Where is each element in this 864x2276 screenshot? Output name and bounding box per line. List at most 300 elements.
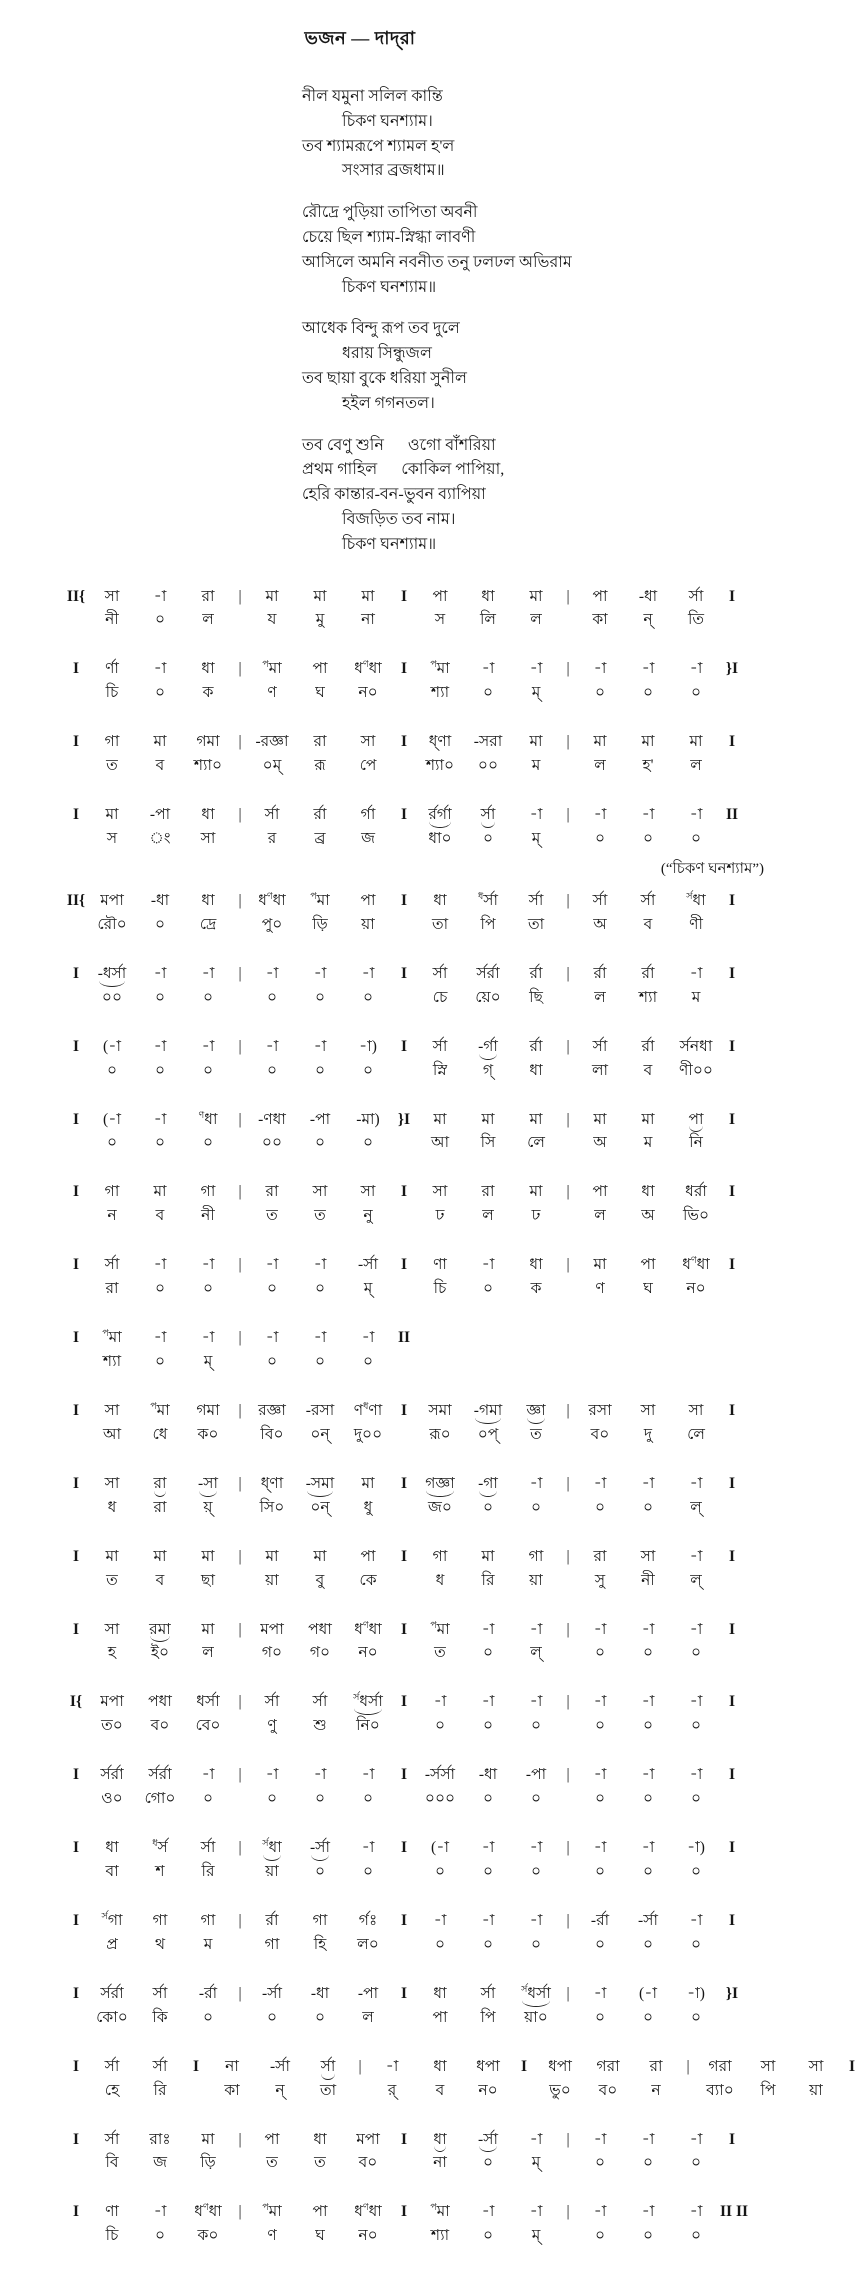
notation-row bbox=[64, 2131, 764, 2172]
bar-line: | bbox=[686, 2057, 690, 2075]
note-cell bbox=[184, 1693, 232, 1734]
lyric-syllable: ং bbox=[149, 829, 171, 847]
note-cell bbox=[624, 1111, 672, 1152]
note-cell bbox=[88, 1621, 136, 1662]
bar-line: | bbox=[238, 1037, 242, 1055]
lyric-syllable: ০ bbox=[106, 1134, 118, 1152]
lyric-syllable: ০ bbox=[362, 1790, 374, 1808]
note-text: -ধা bbox=[638, 587, 658, 605]
note-text: $^প$মা bbox=[262, 660, 282, 678]
note-cell bbox=[296, 1111, 344, 1152]
note-text: র্সর্রা bbox=[100, 1766, 124, 1784]
note-text: -া bbox=[593, 1984, 607, 2002]
note-text: -া bbox=[201, 1766, 215, 1784]
note-cell bbox=[464, 733, 512, 774]
bar-line: | bbox=[238, 1402, 242, 1419]
lyric-syllable: পে bbox=[359, 757, 377, 775]
note-text: ধা bbox=[481, 587, 495, 605]
note-text: ণ$^ধ$ণা bbox=[353, 1401, 383, 1419]
notation-row bbox=[64, 2057, 856, 2099]
lyric-syllable: শ্যা০ bbox=[425, 757, 455, 775]
note-text: -া bbox=[593, 806, 607, 824]
note-text: -া bbox=[529, 1693, 543, 1711]
note-cell bbox=[368, 2058, 416, 2099]
note-cell bbox=[344, 1766, 392, 1807]
note-cell bbox=[344, 806, 392, 847]
note-cell bbox=[88, 2058, 136, 2099]
note-text: র্সা bbox=[200, 1839, 216, 1857]
notation-row bbox=[64, 806, 764, 847]
note-text: মা bbox=[529, 587, 543, 605]
note-cell bbox=[416, 1912, 464, 1953]
lyric-syllable: ঘ bbox=[315, 684, 325, 702]
lyric-syllable: ব bbox=[643, 1061, 653, 1079]
note-text: -া bbox=[529, 1839, 543, 1857]
lyric-syllable: য়া bbox=[265, 1862, 279, 1880]
note-text: র্সা bbox=[104, 2057, 120, 2075]
bar-line: | bbox=[238, 1183, 242, 1201]
note-text: ধা bbox=[201, 660, 215, 678]
lyric-syllable: রি bbox=[481, 1571, 495, 1589]
notation-row bbox=[64, 660, 764, 701]
note-cell bbox=[512, 660, 560, 701]
note-cell bbox=[576, 660, 624, 701]
lyric-syllable: ০ bbox=[642, 2008, 654, 2026]
note-cell bbox=[576, 1475, 624, 1516]
lyric-syllable: জ০ bbox=[428, 1498, 452, 1516]
note-cell bbox=[184, 1038, 232, 1079]
note-text: র্সা bbox=[152, 2057, 168, 2075]
note-text: রা bbox=[153, 1474, 167, 1492]
note-cell bbox=[184, 892, 232, 933]
lyric-syllable: ই০ bbox=[150, 1644, 170, 1662]
lyric-syllable: ব bbox=[643, 915, 653, 933]
bar-line: I bbox=[400, 1474, 408, 1492]
note-text: রা bbox=[201, 587, 215, 605]
bar-line: I bbox=[728, 1402, 736, 1419]
lyric-syllable: লা bbox=[591, 1061, 609, 1079]
note-cell bbox=[296, 1038, 344, 1079]
lyric-syllable: ধু bbox=[363, 1498, 373, 1516]
note-text: -া bbox=[153, 1256, 167, 1274]
lyric-syllable: ০ bbox=[642, 1862, 654, 1880]
lyric-syllable: ধা০ bbox=[428, 829, 452, 847]
lyric-syllable: ০ম্ bbox=[262, 757, 282, 775]
note-text: -গা bbox=[478, 1474, 498, 1492]
lyric-syllable: পি bbox=[760, 2081, 776, 2099]
note-cell bbox=[184, 1912, 232, 1953]
lyric-syllable: ঘ bbox=[643, 1280, 653, 1298]
lyric-syllable: স্নি bbox=[432, 1061, 448, 1079]
note-cell bbox=[576, 1548, 624, 1589]
note-text: -া bbox=[689, 2203, 703, 2221]
bar-line: I bbox=[72, 1402, 80, 1419]
bar-line: II{ bbox=[66, 587, 86, 605]
note-cell bbox=[672, 965, 720, 1006]
note-cell bbox=[672, 1985, 720, 2026]
note-cell bbox=[576, 1256, 624, 1297]
note-text: $^প$মা bbox=[430, 1620, 450, 1638]
lyric-syllable: ত bbox=[106, 1571, 118, 1589]
note-text: সা bbox=[760, 2057, 776, 2075]
note-text: পা bbox=[360, 1547, 376, 1565]
bar-line: | bbox=[566, 587, 570, 605]
lyric-syllable: লি bbox=[480, 611, 496, 629]
note-cell bbox=[624, 2203, 672, 2244]
bar-line: I bbox=[728, 1693, 736, 1711]
note-cell bbox=[464, 2058, 512, 2099]
note-text: -সরা bbox=[473, 733, 503, 751]
note-cell bbox=[416, 965, 464, 1006]
lyric-line: ধরায় সিন্ধুজল bbox=[342, 345, 432, 363]
lyric-syllable: ধে bbox=[152, 1425, 168, 1443]
bar-line: | bbox=[358, 2057, 362, 2075]
note-text: -া bbox=[529, 2130, 543, 2148]
bar-line: I bbox=[728, 1110, 736, 1128]
note-text: মা bbox=[433, 1110, 447, 1128]
note-cell bbox=[88, 1256, 136, 1297]
note-cell bbox=[88, 806, 136, 847]
lyric-syllable: দ্রে bbox=[199, 915, 217, 933]
lyric-syllable: ০ bbox=[434, 1862, 446, 1880]
lyric-syllable: র bbox=[267, 829, 277, 847]
note-cell bbox=[184, 660, 232, 701]
lyric-syllable: রি bbox=[201, 1862, 215, 1880]
bar-line: | bbox=[238, 2203, 242, 2221]
note-text: র্রা bbox=[313, 806, 327, 824]
note-cell bbox=[248, 1402, 296, 1443]
note-cell bbox=[512, 1256, 560, 1297]
bar-line: I bbox=[728, 1474, 736, 1492]
notation-row bbox=[64, 965, 764, 1006]
note-cell bbox=[576, 1693, 624, 1734]
lyric-syllable: অ bbox=[593, 1134, 607, 1152]
note-cell bbox=[624, 660, 672, 701]
note-cell bbox=[416, 1985, 464, 2026]
lyric-syllable: ক০ bbox=[197, 1425, 219, 1443]
note-cell bbox=[248, 1111, 296, 1152]
bar-line: | bbox=[238, 660, 242, 678]
note-cell bbox=[136, 1329, 184, 1370]
lyric-syllable: ০ bbox=[482, 1717, 494, 1735]
note-text: মা bbox=[201, 1620, 215, 1638]
note-text: -া bbox=[641, 1839, 655, 1857]
note-cell bbox=[464, 1912, 512, 1953]
note-text: মা bbox=[201, 2130, 215, 2148]
lyric-syllable: ণী০০ bbox=[679, 1061, 713, 1079]
note-text: $^{র্স}$ধর্সা bbox=[353, 1693, 383, 1711]
note-cell bbox=[296, 892, 344, 933]
lyric-syllable: ল bbox=[362, 2008, 374, 2026]
note-cell bbox=[136, 660, 184, 701]
lyric-syllable: শ্যা০ bbox=[193, 757, 223, 775]
bar-line: | bbox=[238, 806, 242, 824]
bar-line: I bbox=[400, 660, 408, 678]
bar-line: I bbox=[72, 2203, 80, 2221]
note-text: র্সা bbox=[592, 1037, 608, 1055]
lyric-syllable: ব bbox=[155, 757, 165, 775]
lyric-syllable: ০ bbox=[530, 1935, 542, 1953]
note-cell bbox=[576, 1839, 624, 1880]
note-text: -র্সা bbox=[310, 1839, 330, 1857]
notation-row bbox=[64, 1329, 764, 1370]
bar-line: | bbox=[238, 891, 242, 909]
bar-line: | bbox=[238, 733, 242, 751]
lyric-syllable: দু bbox=[643, 1425, 653, 1443]
lyric-syllable: ধা bbox=[529, 1061, 543, 1079]
lyric-syllable: আ bbox=[102, 1425, 122, 1443]
lyric-syllable: ল bbox=[594, 1207, 606, 1225]
note-cell bbox=[512, 1402, 560, 1443]
lyric-syllable: ল bbox=[482, 1207, 494, 1225]
lyric-syllable: ছা bbox=[201, 1571, 215, 1589]
note-cell bbox=[296, 733, 344, 774]
note-text: মা bbox=[105, 1547, 119, 1565]
note-cell bbox=[184, 1256, 232, 1297]
note-cell bbox=[464, 1693, 512, 1734]
note-cell bbox=[248, 1475, 296, 1516]
note-text: ধা bbox=[433, 2130, 447, 2148]
lyric-syllable: তা bbox=[431, 915, 449, 933]
note-text: ধা bbox=[201, 891, 215, 909]
note-text: ধ$^ণ$ধা bbox=[354, 1620, 382, 1638]
note-cell bbox=[416, 1402, 464, 1443]
bar-line: | bbox=[238, 1766, 242, 1784]
note-text: সা bbox=[104, 1474, 120, 1492]
note-text: সা bbox=[104, 1402, 120, 1419]
note-text: র্সা bbox=[320, 2057, 336, 2075]
note-text: -গমা bbox=[473, 1402, 503, 1419]
bar-line: | bbox=[566, 2130, 570, 2148]
note-cell bbox=[296, 588, 344, 629]
note-text: ধপা bbox=[476, 2057, 500, 2075]
bar-line: | bbox=[566, 1839, 570, 1857]
note-text: র্সর্রা bbox=[100, 1984, 124, 2002]
lyric-syllable: ছি bbox=[529, 988, 543, 1006]
note-cell bbox=[416, 733, 464, 774]
note-cell bbox=[624, 965, 672, 1006]
bar-line: I bbox=[400, 2130, 408, 2148]
note-cell bbox=[248, 1985, 296, 2026]
lyric-syllable: ম্ bbox=[531, 2154, 541, 2172]
note-cell bbox=[464, 1839, 512, 1880]
note-text: র্ণা bbox=[105, 660, 119, 678]
note-text: -া) bbox=[687, 1839, 705, 1857]
lyric-syllable: কা bbox=[224, 2081, 240, 2099]
note-text: -া bbox=[313, 1256, 327, 1274]
lyric-syllable: ম bbox=[531, 757, 541, 775]
note-cell bbox=[136, 892, 184, 933]
lyric-syllable: ল bbox=[530, 611, 542, 629]
lyric-syllable: ০ bbox=[690, 1790, 702, 1808]
bar-line: | bbox=[566, 1402, 570, 1419]
lyric-syllable: ০ bbox=[690, 1644, 702, 1662]
lyric-syllable: ০ bbox=[362, 1134, 374, 1152]
lyric-syllable: শ্যা bbox=[430, 2227, 450, 2245]
note-text: জ্ঞা bbox=[526, 1402, 546, 1419]
note-text: ধ$^ণ$ধা bbox=[194, 2203, 222, 2221]
note-cell bbox=[88, 2203, 136, 2244]
note-text: -া bbox=[593, 1620, 607, 1638]
lyric-syllable: ন০ bbox=[686, 1280, 706, 1298]
lyric-syllable: য়্ bbox=[203, 1498, 213, 1516]
bar-line: I bbox=[400, 1839, 408, 1857]
note-text: -া bbox=[689, 964, 703, 982]
note-text: গমা bbox=[196, 733, 220, 751]
note-cell bbox=[576, 1621, 624, 1662]
note-text: না bbox=[225, 2057, 239, 2075]
note-text: -া bbox=[641, 2130, 655, 2148]
lyric-syllable: বা bbox=[105, 1862, 119, 1880]
lyric-syllable: ল্ bbox=[530, 1644, 542, 1662]
lyric-syllable: ব্যা০ bbox=[706, 2081, 734, 2099]
note-text: -া bbox=[593, 2130, 607, 2148]
note-cell bbox=[344, 660, 392, 701]
note-text: -পা bbox=[525, 1766, 547, 1784]
note-cell bbox=[136, 1985, 184, 2026]
note-cell bbox=[136, 1038, 184, 1079]
bar-line: I bbox=[400, 1256, 408, 1274]
lyric-syllable: ০ bbox=[154, 2227, 166, 2245]
note-cell bbox=[536, 2058, 584, 2099]
bar-line: | bbox=[238, 1110, 242, 1128]
note-text: রা bbox=[481, 1183, 495, 1201]
bar-line: I bbox=[400, 1766, 408, 1784]
note-cell bbox=[512, 733, 560, 774]
bar-line: | bbox=[566, 1766, 570, 1784]
note-cell bbox=[416, 1839, 464, 1880]
note-text: (-া bbox=[639, 1984, 657, 2002]
lyric-syllable: ০ bbox=[362, 988, 374, 1006]
note-cell bbox=[672, 660, 720, 701]
lyric-syllable: ০ bbox=[314, 1352, 326, 1370]
note-cell bbox=[296, 1912, 344, 1953]
note-text: সা bbox=[312, 1183, 328, 1201]
note-text: র্রা bbox=[593, 964, 607, 982]
lyric-syllable: ০ bbox=[202, 1134, 214, 1152]
note-cell bbox=[136, 1621, 184, 1662]
note-cell bbox=[672, 806, 720, 847]
lyric-syllable: ০ bbox=[266, 1790, 278, 1808]
note-cell bbox=[416, 1111, 464, 1152]
note-text: -া bbox=[529, 1474, 543, 1492]
bar-line: I bbox=[72, 806, 80, 824]
lyric-syllable: ০ bbox=[594, 1644, 606, 1662]
lyric-syllable: রূ bbox=[314, 757, 326, 775]
lyric-syllable: নি০ bbox=[356, 1717, 380, 1735]
bar-line: I bbox=[400, 587, 408, 605]
lyric-syllable: ল bbox=[594, 988, 606, 1006]
note-text: -া bbox=[361, 964, 375, 982]
lyric-syllable: মু bbox=[315, 611, 325, 629]
note-cell bbox=[344, 1475, 392, 1516]
note-text: ধ$^ণ$ধা bbox=[354, 660, 382, 678]
note-text: -া bbox=[529, 660, 543, 678]
note-cell bbox=[184, 588, 232, 629]
note-cell bbox=[184, 1183, 232, 1224]
bar-line: I bbox=[520, 2057, 528, 2075]
note-cell bbox=[88, 733, 136, 774]
note-text: -া bbox=[153, 1037, 167, 1055]
note-text: $^প$মা bbox=[102, 1328, 122, 1347]
notation-row bbox=[64, 2203, 764, 2244]
note-cell bbox=[136, 1111, 184, 1152]
lyric-syllable: ণু bbox=[267, 1717, 277, 1735]
lyric-syllable: ন০ bbox=[358, 684, 378, 702]
note-cell bbox=[184, 1985, 232, 2026]
bar-line: | bbox=[238, 1912, 242, 1930]
lyric-syllable: ঢ bbox=[435, 1207, 445, 1225]
note-cell bbox=[464, 1402, 512, 1443]
stanza bbox=[302, 434, 800, 558]
note-cell bbox=[248, 806, 296, 847]
note-cell bbox=[672, 733, 720, 774]
lyric-syllable: ০ bbox=[154, 1061, 166, 1079]
lyric-syllable: ০ bbox=[202, 1061, 214, 1079]
lyric-syllable: ০ bbox=[642, 2227, 654, 2245]
note-cell bbox=[344, 1111, 392, 1152]
lyric-syllable: কে bbox=[359, 1571, 377, 1589]
lyric-syllable: তা bbox=[527, 915, 545, 933]
note-text: মা bbox=[105, 806, 119, 824]
note-text: মা bbox=[153, 1183, 167, 1201]
bar-line: II II bbox=[720, 2203, 749, 2221]
note-cell bbox=[576, 965, 624, 1006]
note-text: মা bbox=[593, 733, 607, 751]
bar-line: | bbox=[566, 1620, 570, 1638]
lyric-syllable: চি bbox=[105, 684, 119, 702]
notation-row bbox=[64, 1256, 764, 1297]
bar-line: I bbox=[400, 891, 408, 909]
note-cell bbox=[88, 1548, 136, 1589]
lyric-syllable: ০ bbox=[594, 2227, 606, 2245]
lyric-syllable: ব০ bbox=[590, 1425, 610, 1443]
notation-row bbox=[64, 1693, 764, 1734]
note-text: -া bbox=[313, 1037, 327, 1055]
lyric-syllable: ০ bbox=[594, 2008, 606, 2026]
note-cell bbox=[184, 733, 232, 774]
lyric-line: চেয়ে ছিল শ্যাম-স্নিগ্ধা লাবণী bbox=[302, 228, 476, 246]
note-text: -া bbox=[385, 2057, 399, 2075]
note-text: -া bbox=[481, 2203, 495, 2221]
note-cell bbox=[88, 2131, 136, 2172]
lyric-syllable: কা bbox=[592, 611, 608, 629]
lyric-syllable: সি০ bbox=[259, 1498, 285, 1516]
note-text: -া bbox=[689, 2130, 703, 2148]
bar-line: | bbox=[566, 806, 570, 824]
lyric-syllable: ০ bbox=[482, 684, 494, 702]
note-cell bbox=[696, 2058, 744, 2099]
note-cell bbox=[344, 1038, 392, 1079]
lyric-syllable: ধ bbox=[107, 1498, 117, 1516]
note-text: র্রা bbox=[529, 964, 543, 982]
note-text: -া bbox=[529, 1620, 543, 1638]
lyric-syllable: জ bbox=[361, 829, 375, 847]
lyric-syllable: প্র bbox=[106, 1935, 118, 1953]
lyric-line: হেরি কান্তার-বন-ভুবন ব্যাপিয়া bbox=[302, 486, 486, 504]
note-text: -র্রা bbox=[590, 1912, 610, 1930]
note-cell bbox=[512, 1475, 560, 1516]
note-cell bbox=[184, 1621, 232, 1662]
note-text: মা bbox=[153, 1547, 167, 1565]
bar-line: | bbox=[566, 1547, 570, 1565]
note-text: মা bbox=[593, 1256, 607, 1274]
lyric-syllable: স bbox=[106, 829, 118, 847]
note-text: -া bbox=[689, 1474, 703, 1492]
lyric-syllable: পি bbox=[480, 2008, 496, 2026]
lyric-syllable: শু bbox=[313, 1717, 327, 1735]
note-cell bbox=[184, 1839, 232, 1880]
